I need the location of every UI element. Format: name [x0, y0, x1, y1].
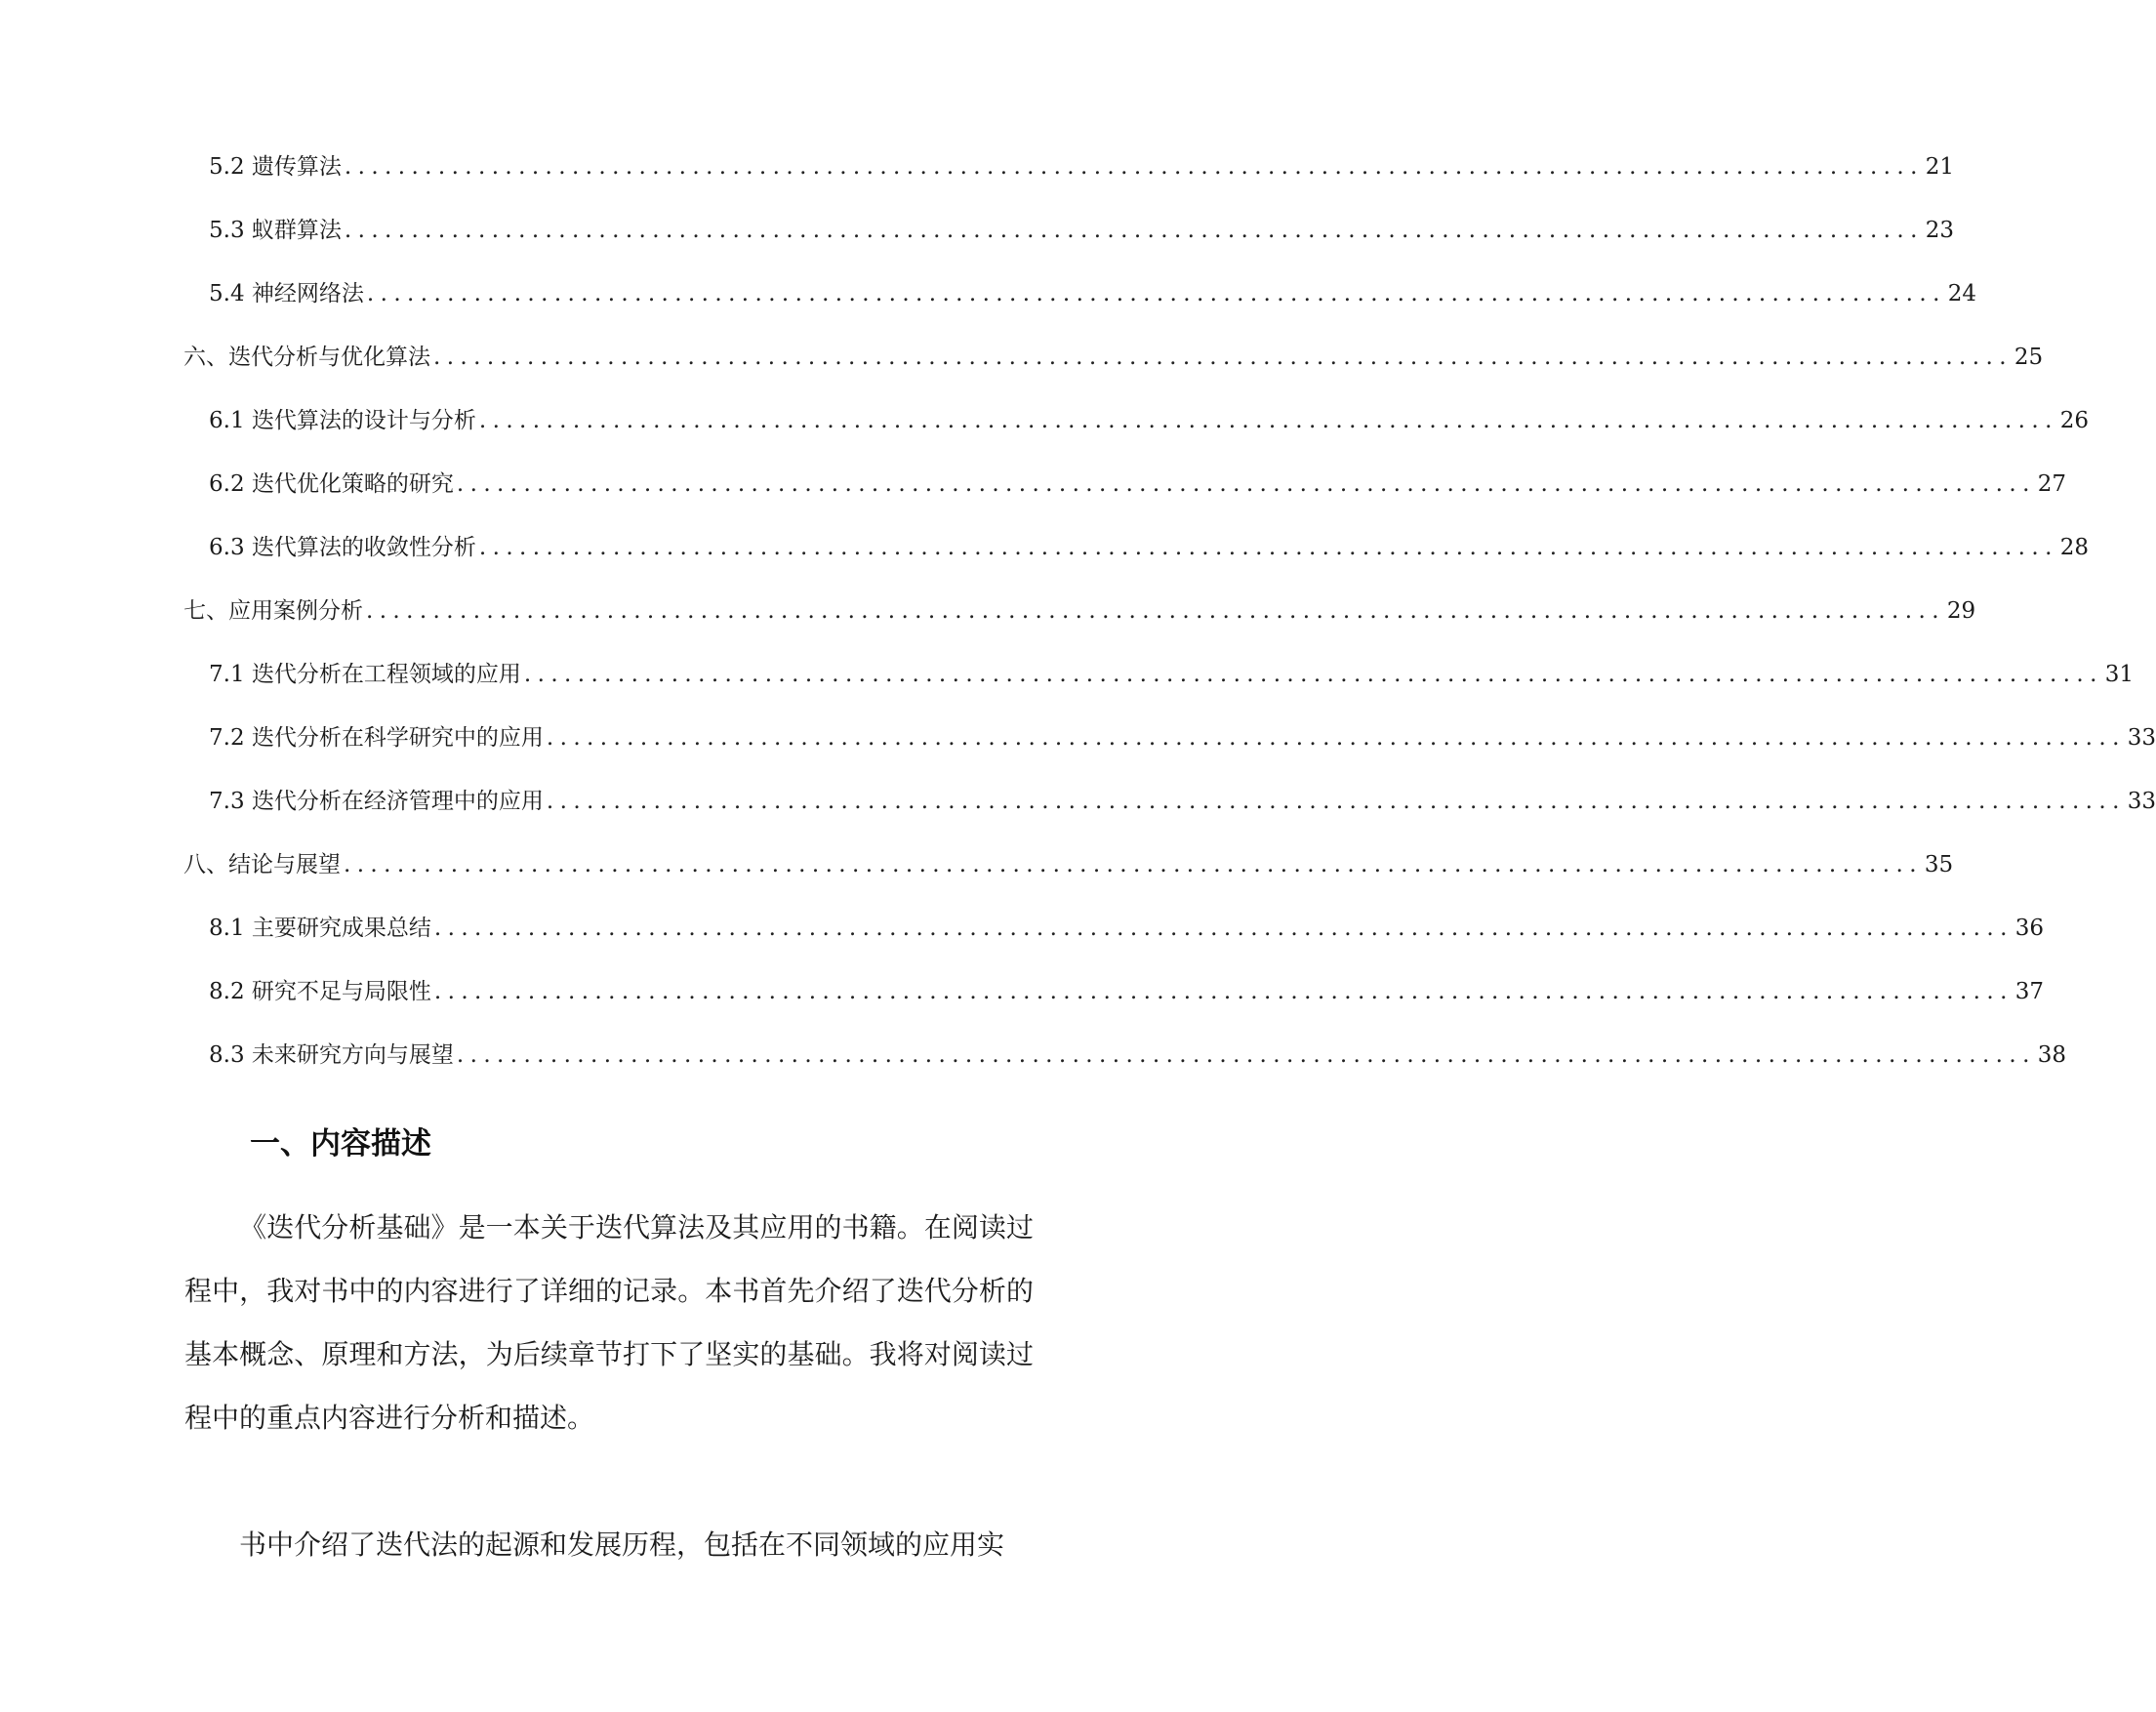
toc-entry[interactable] — [209, 523, 2090, 562]
toc-entry[interactable] — [209, 1031, 2067, 1070]
toc-leader-dots: ...................................................................................................................... — [478, 535, 2058, 560]
toc-entry-label: 5.4 神经网络法 — [209, 281, 364, 306]
toc-entry-label: 6.2 迭代优化策略的研究 — [209, 471, 454, 497]
toc-entry-page: 29 — [1946, 598, 1976, 624]
toc-entry[interactable] — [209, 396, 2090, 435]
toc-entry-page: 25 — [2014, 345, 2044, 370]
toc-entry[interactable] — [209, 269, 1977, 308]
toc-entry-page: 33 — [2127, 725, 2156, 751]
toc-entry-label: 8.1 主要研究成果总结 — [209, 916, 431, 941]
toc-entry[interactable] — [183, 840, 1954, 879]
toc-entry-label: 6.3 迭代算法的收敛性分析 — [209, 535, 476, 560]
toc-entry[interactable] — [183, 587, 1976, 626]
toc-entry-page: 28 — [2059, 535, 2090, 560]
toc-entry-page: 37 — [2014, 979, 2045, 1004]
toc-leader-dots: ...................................................................................................................... — [523, 662, 2103, 687]
toc-leader-dots: ...................................................................................................................... — [456, 1042, 2036, 1068]
toc-entry-label: 5.2 遗传算法 — [209, 154, 342, 180]
toc-entry-label: 7.1 迭代分析在工程领域的应用 — [209, 662, 521, 687]
paragraph-text: 《迭代分析基础》是一本关于迭代算法及其应用的书籍。在阅读过程中，我对书中的内容进行了详细的记录。本书首先介绍了迭代分析的基本概念、原理和方法，为后续章节打下了坚实的基础。我将对阅读过程中的重点内容进行分析和描述。 — [184, 1211, 1034, 1434]
toc-leader-dots: ...................................................................................................................... — [478, 408, 2058, 433]
body-paragraph — [184, 1196, 1034, 1449]
toc-entry-page: 24 — [1947, 281, 1977, 306]
toc-leader-dots: ...................................................................................................................... — [433, 979, 2014, 1004]
toc-entry[interactable] — [209, 904, 2045, 943]
toc-entry[interactable] — [209, 777, 2156, 816]
toc-leader-dots: ...................................................................................................................... — [344, 218, 1924, 243]
toc-entry-label: 八、结论与展望 — [183, 852, 341, 877]
toc-leader-dots: ...................................................................................................................... — [344, 852, 1923, 877]
toc-entry-page: 23 — [1925, 218, 1955, 243]
toc-entry-label: 7.3 迭代分析在经济管理中的应用 — [209, 789, 544, 814]
toc-entry-page: 35 — [1924, 852, 1954, 877]
toc-entry[interactable] — [209, 460, 2067, 499]
toc-entry-label: 七、应用案例分析 — [183, 598, 363, 624]
body-paragraph — [184, 1513, 1034, 1576]
toc-entry[interactable] — [209, 143, 1955, 182]
toc-entry[interactable] — [209, 650, 2135, 689]
toc-entry[interactable] — [209, 206, 1955, 245]
toc-entry[interactable] — [209, 713, 2156, 753]
toc-entry[interactable] — [209, 967, 2045, 1006]
toc-entry-label: 8.2 研究不足与局限性 — [209, 979, 431, 1004]
toc-entry-label: 5.3 蚁群算法 — [209, 218, 342, 243]
toc-leader-dots: ...................................................................................................................... — [366, 598, 1945, 624]
toc-entry-page: 38 — [2037, 1042, 2067, 1068]
toc-entry-page: 21 — [1925, 154, 1955, 180]
toc-entry-page: 36 — [2014, 916, 2045, 941]
toc-leader-dots: ...................................................................................................................... — [456, 471, 2036, 497]
section-heading: 一、内容描述 — [250, 1126, 431, 1162]
toc-leader-dots: ...................................................................................................................... — [546, 725, 2126, 751]
toc-entry-label: 8.3 未来研究方向与展望 — [209, 1042, 454, 1068]
toc-leader-dots: ...................................................................................................................... — [433, 916, 2014, 941]
toc-entry-page: 31 — [2104, 662, 2135, 687]
toc-leader-dots: ...................................................................................................................... — [433, 345, 2013, 370]
toc-leader-dots: ...................................................................................................................... — [366, 281, 1946, 306]
toc-entry-page: 26 — [2059, 408, 2090, 433]
toc-leader-dots: ...................................................................................................................... — [344, 154, 1924, 180]
toc-leader-dots: ...................................................................................................................... — [546, 789, 2126, 814]
toc-entry[interactable] — [183, 333, 2044, 372]
toc-entry-label: 六、迭代分析与优化算法 — [183, 345, 430, 370]
toc-entry-page: 27 — [2037, 471, 2067, 497]
toc-entry-page: 33 — [2127, 789, 2156, 814]
toc-entry-label: 6.1 迭代算法的设计与分析 — [209, 408, 476, 433]
paragraph-text: 书中介绍了迭代法的起源和发展历程，包括在不同领域的应用实 — [239, 1529, 1005, 1561]
toc-entry-label: 7.2 迭代分析在科学研究中的应用 — [209, 725, 544, 751]
